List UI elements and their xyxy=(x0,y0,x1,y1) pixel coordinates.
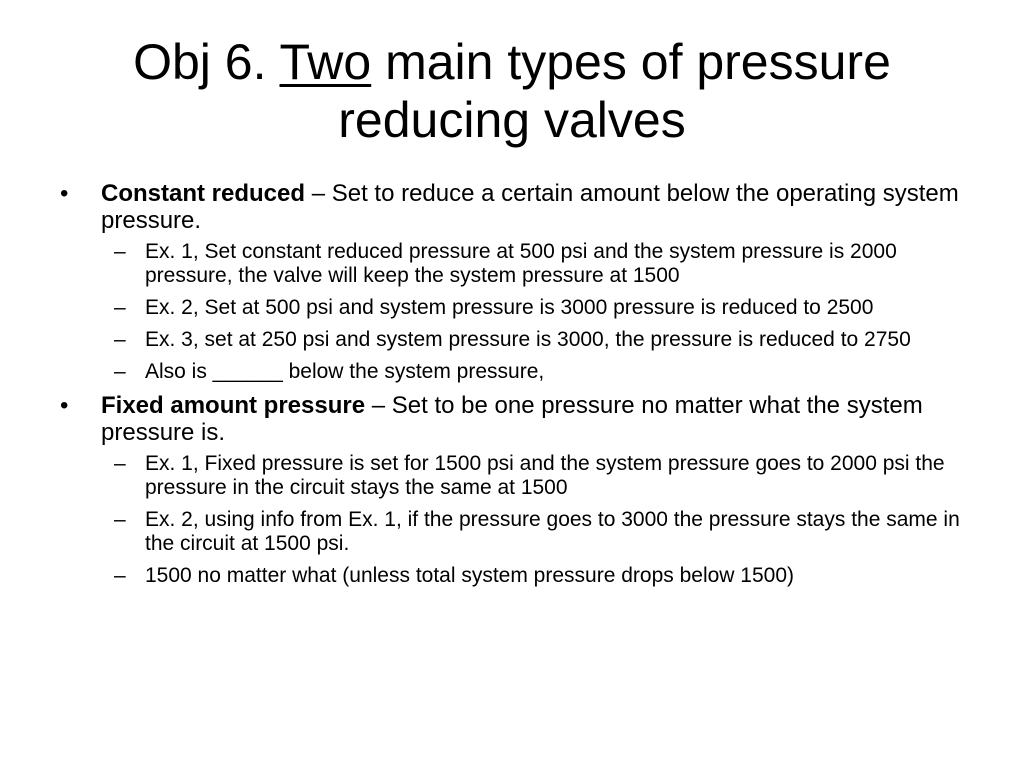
bullet-fixed-amount-pressure xyxy=(52,392,962,446)
bullet-text: – Set to reduce a certain amount below the operating system pressure. xyxy=(101,180,959,234)
subitem-text: Ex. 3, set at 250 psi and system pressure is 3000, the pressure is reduced to 2750 xyxy=(145,328,911,351)
dash-marker: – xyxy=(114,452,126,475)
subitem-text: Ex. 1, Set constant reduced pressure at 500 psi and the system pressure is 2000 pressure, the valve will keep the system pressure at 1500 xyxy=(145,240,897,287)
subitem xyxy=(52,328,962,352)
subitem xyxy=(52,240,962,288)
subitem xyxy=(52,452,962,500)
dash-marker: – xyxy=(114,360,126,383)
subitem xyxy=(52,508,962,556)
title-underlined-word: Two xyxy=(279,34,372,90)
subitem xyxy=(52,360,962,384)
dash-marker: – xyxy=(114,328,126,351)
subitem-text: Ex. 1, Fixed pressure is set for 1500 psi and the system pressure goes to 2000 psi the pressure in the circuit stays the same at 1500 xyxy=(145,452,945,499)
title-line1-rest: main types of pressure xyxy=(371,34,891,90)
title-line2: reducing valves xyxy=(338,92,686,148)
dash-marker: – xyxy=(114,296,126,319)
sublist-constant-reduced xyxy=(52,240,962,384)
dash-marker: – xyxy=(114,564,126,587)
subitem-text: Ex. 2, Set at 500 psi and system pressure is 3000 pressure is reduced to 2500 xyxy=(145,296,874,319)
bullet-heading: Fixed amount pressure xyxy=(101,392,366,419)
dash-marker: – xyxy=(114,240,126,263)
subitem-text: 1500 no matter what (unless total system pressure drops below 1500) xyxy=(145,564,795,587)
sublist-fixed-amount-pressure xyxy=(52,452,962,588)
subitem xyxy=(52,296,962,320)
subitem-text: Also is ______ below the system pressure, xyxy=(145,360,545,383)
bullet-text: – Set to be one pressure no matter what the system pressure is. xyxy=(101,392,923,446)
slide-body xyxy=(52,180,962,596)
title-prefix: Obj 6. xyxy=(133,34,280,90)
subitem-text: Ex. 2, using info from Ex. 1, if the pressure goes to 3000 the pressure stays the same in the circuit at 1500 psi. xyxy=(145,508,960,555)
subitem xyxy=(52,564,962,588)
bullet-heading: Constant reduced xyxy=(101,180,306,207)
slide-title xyxy=(40,33,984,149)
bullet-marker: • xyxy=(60,180,69,207)
bullet-marker: • xyxy=(60,392,69,419)
bullet-constant-reduced xyxy=(52,180,962,234)
dash-marker: – xyxy=(114,508,126,531)
